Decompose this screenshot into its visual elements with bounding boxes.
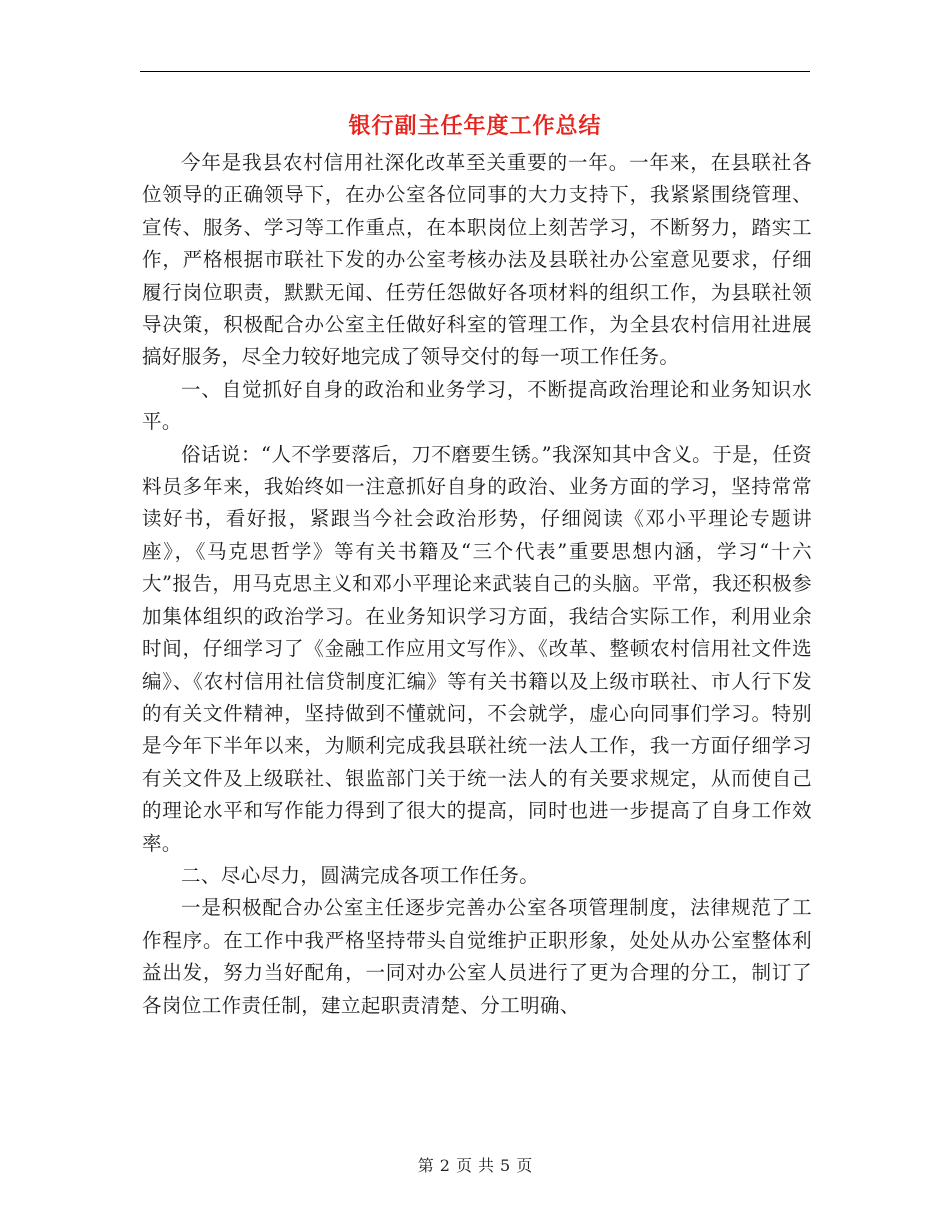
paragraph-study: 俗话说：“人不学要落后，刀不磨要生锈。”我深知其中含义。于是，任资料员多年来，我始终如一注意抓好自身的政治、业务方面的学习，坚持常常读好书，看好报，紧跟当今社会政治形势，仔细阅读《邓小平理论专题讲座》，《马克思哲学》等有关书籍及“三个代表”重要思想内涵，学习“十六大”报告，用马克思主义和邓小平理论来武装自己的头脑。平常，我还积极参加集体组织的政治学习。在业务知识学习方面，我结合实际工作，利用业余时间，仔细学习了《金融工作应用文写作》、《改革、整顿农村信用社文件选编》、《农村信用社信贷制度汇编》等有关书籍以及上级市联社、市人行下发的有关文件精神，坚持做到不懂就问，不会就学，虚心向同事们学习。特别是今年下半年以来，为顺利完成我县联社统一法人工作，我一方面仔细学习有关文件及上级联社、银监部门关于统一法人的有关要求规定，从而使自己的理论水平和写作能力得到了很大的提高，同时也进一步提高了自身工作效率。 xyxy=(142,442,812,855)
total-prefix: 共 xyxy=(478,1156,495,1175)
header-rule xyxy=(140,71,810,72)
document-body xyxy=(142,147,812,1022)
paragraph-management: 一是积极配合办公室主任逐步完善办公室各项管理制度，法律规范了工作程序。在工作中我严格坚持带头自觉维护正职形象，处处从办公室整体利益出发，努力当好配角，一同对办公室人员进行了更为合理的分工，制订了各岗位工作责任制，建立起职责清楚、分工明确、 xyxy=(142,896,812,1017)
page-total: 5 xyxy=(500,1156,511,1175)
page-footer xyxy=(0,1153,950,1176)
paragraph-intro: 今年是我县农村信用社深化改革至关重要的一年。一年来，在县联社各位领导的正确领导下，在办公室各位同事的大力支持下，我紧紧围绕管理、宣传、服务、学习等工作重点，在本职岗位上刻苦学习，不断努力，踏实工作，严格根据市联社下发的办公室考核办法及县联社办公室意见要求，仔细履行岗位职责，默默无闻、任劳任怨做好各项材料的组织工作，为县联社领导决策，积极配合办公室主任做好科室的管理工作，为全县农村信用社进展搞好服务，尽全力较好地完成了领导交付的每一项工作任务。 xyxy=(142,151,812,369)
total-suffix: 页 xyxy=(516,1156,533,1175)
page-number: 2 xyxy=(439,1156,450,1175)
page-label: 页 xyxy=(455,1156,472,1175)
page-prefix: 第 xyxy=(417,1156,434,1175)
section-heading-2: 二、尽心尽力，圆满完成各项工作任务。 xyxy=(181,863,540,887)
section-heading-1: 一、自觉抓好自身的政治和业务学习，不断提高政治理论和业务知识水平。 xyxy=(142,377,812,434)
document-title: 银行副主任年度工作总结 xyxy=(348,113,602,139)
